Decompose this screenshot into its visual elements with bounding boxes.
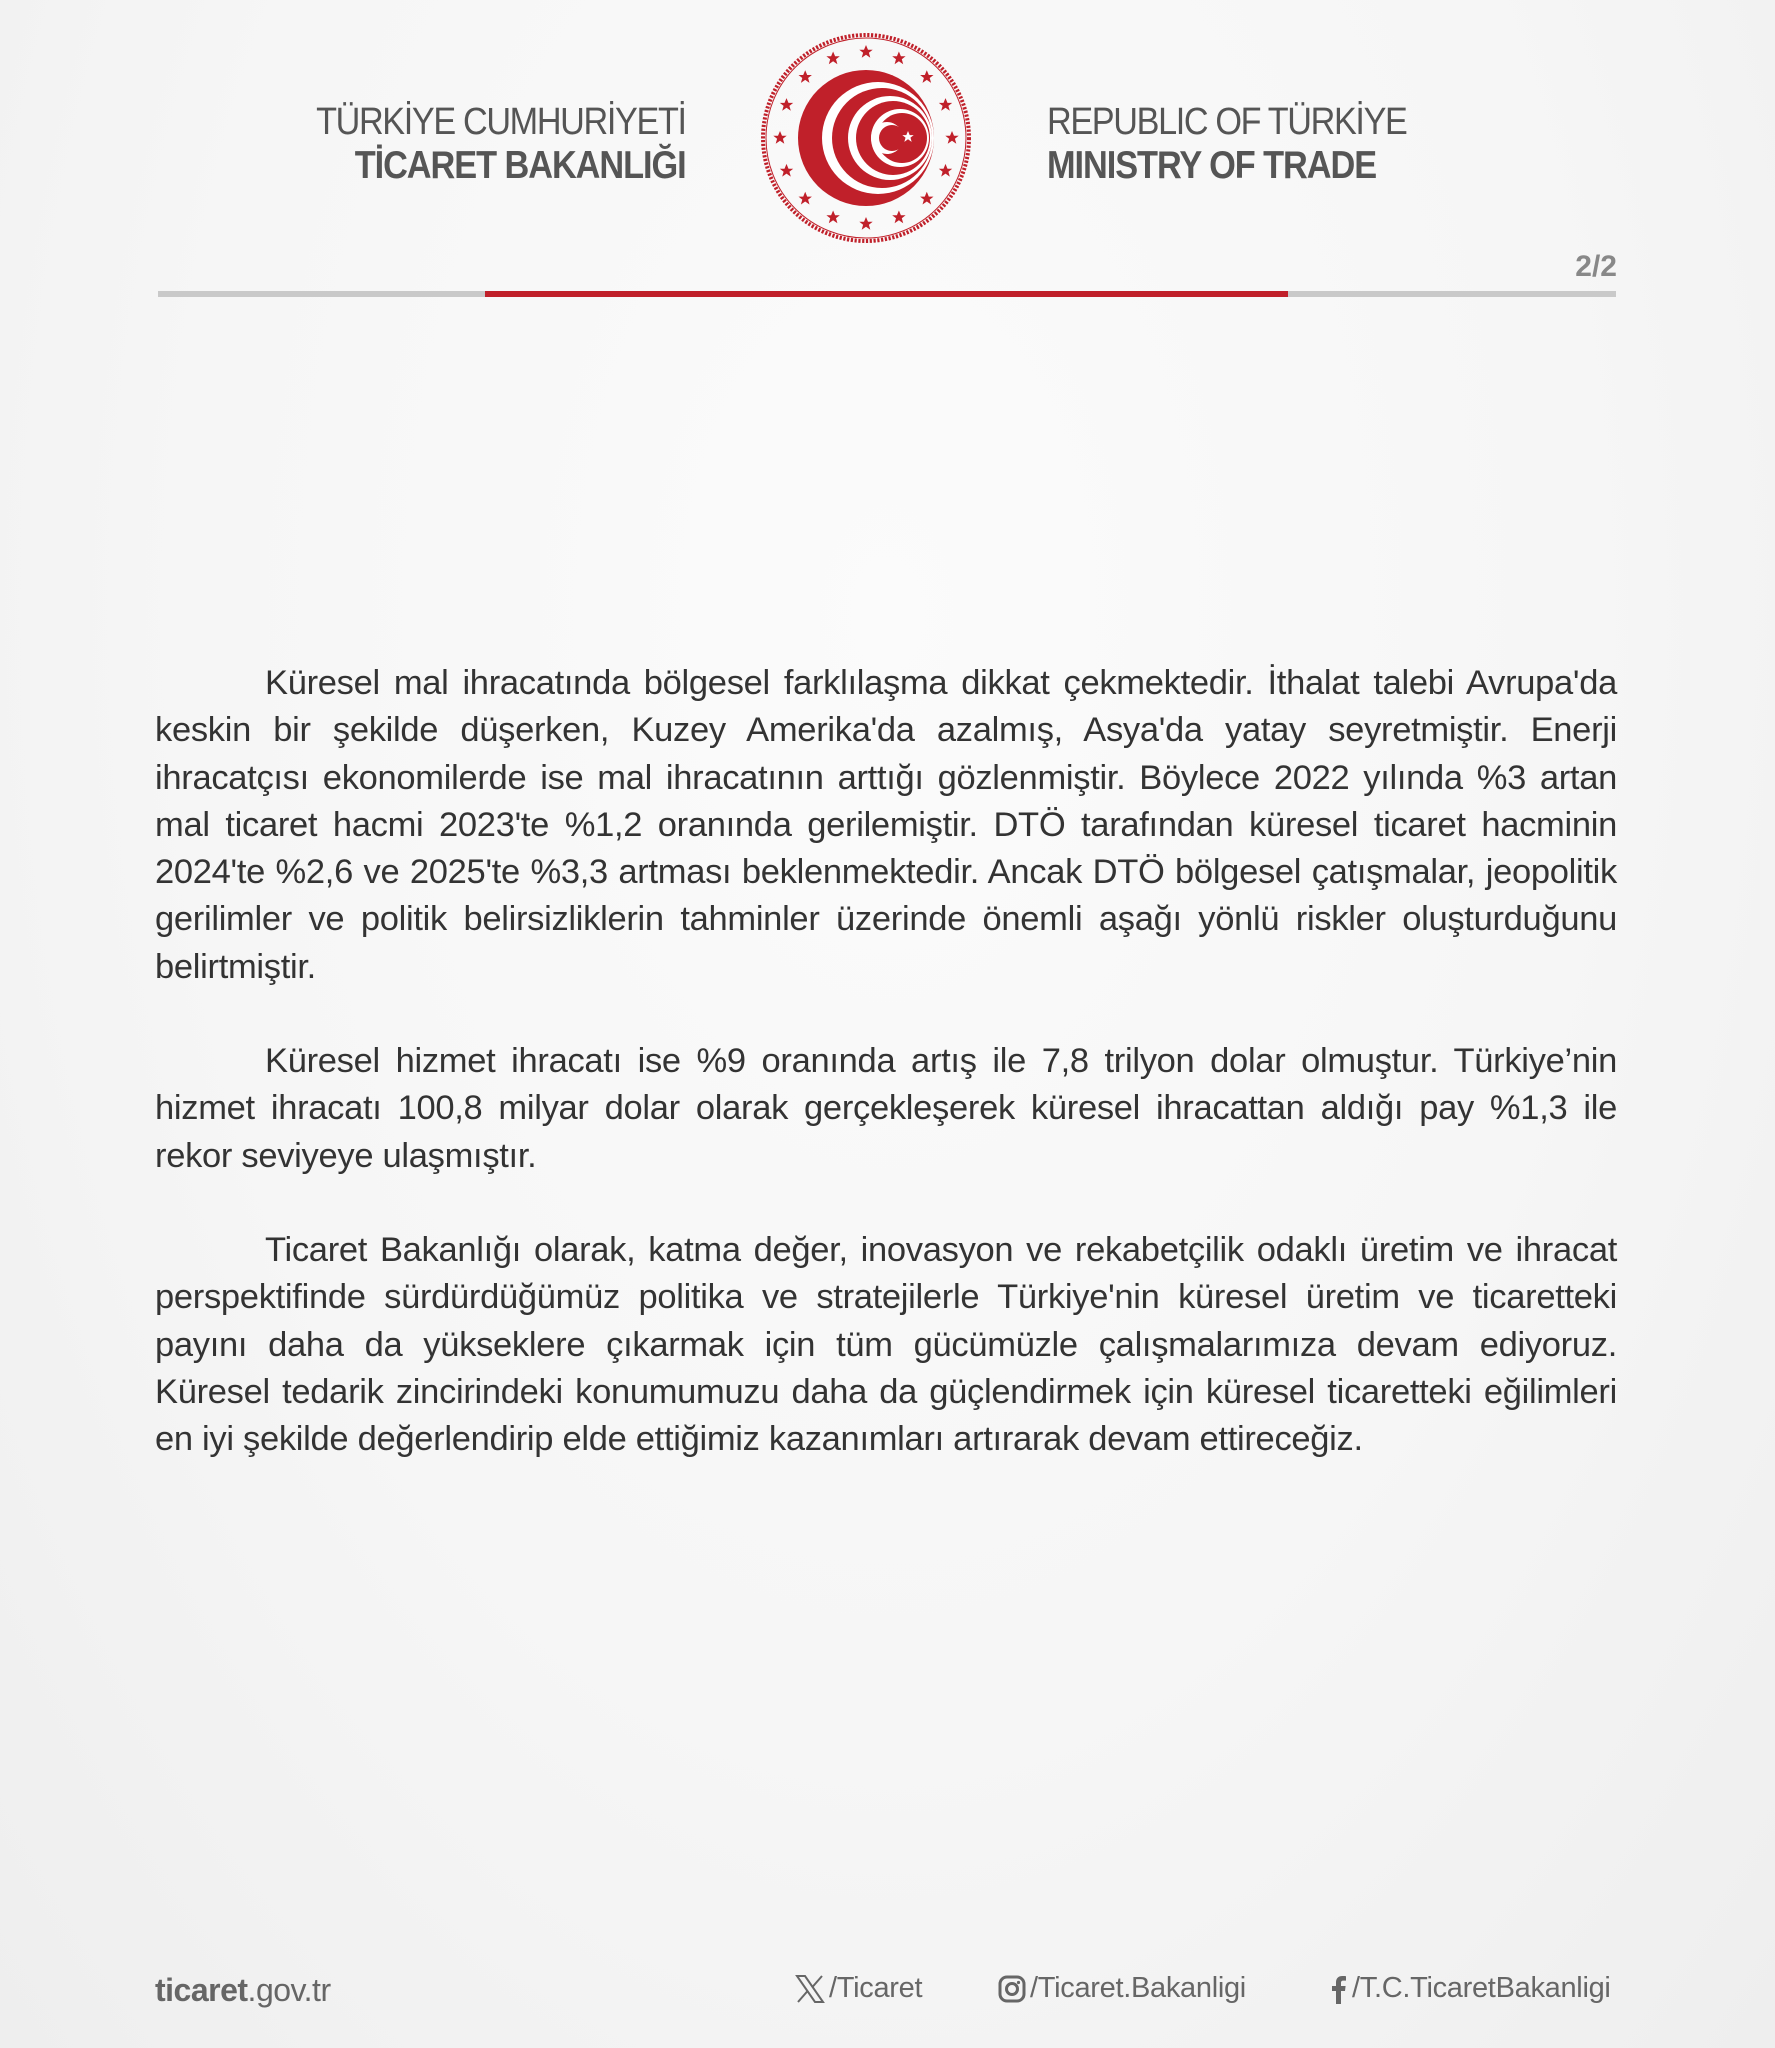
social-link-x[interactable] [795, 1972, 922, 2005]
header-title-turkish [275, 100, 686, 188]
website-domain-bold: ticaret [155, 1972, 248, 2008]
website-link[interactable] [155, 1972, 331, 2009]
ministry-emblem-logo [758, 30, 974, 246]
paragraph-ministry-statement: Ticaret Bakanlığı olarak, katma değer, inovasyon ve rekabetçilik odaklı üretim ve ihracat perspektifinde sürdürdüğümüz politika ve stratejilerle Türkiye'nin küresel üretim ve ticaretteki payını daha da yükseklere çıkarmak için tüm gücümüzle çalışmalarımıza devam ediyoruz. Küresel tedarik zincirindeki konumumuzu daha da güçlendirmek için küresel ticaretteki eğilimleri en iyi şekilde değerlendirip elde ettiğimiz kazanımları artırarak devam ettireceğiz. [155, 1230, 1617, 1459]
social-link-facebook[interactable] [1330, 1972, 1611, 2005]
header-divider-accent [485, 291, 1288, 297]
x-icon [795, 1975, 825, 2003]
republic-name-tr: TÜRKİYE CUMHURİYETİ [316, 101, 686, 143]
social-links [795, 1972, 1617, 2012]
page-indicator: 2/2 [1575, 250, 1617, 283]
emblem-icon [758, 30, 974, 246]
facebook-icon [1330, 1974, 1348, 2004]
social-handle-facebook: /T.C.TicaretBakanligi [1352, 1972, 1611, 2004]
website-domain-suffix: .gov.tr [247, 1972, 331, 2008]
press-release-body [155, 660, 1617, 1510]
social-link-instagram[interactable] [998, 1972, 1246, 2005]
instagram-icon [998, 1975, 1026, 2003]
ministry-name-en: MINISTRY OF TRADE [1047, 144, 1377, 187]
ministry-name-tr: TİCARET BAKANLIĞI [355, 144, 686, 187]
republic-name-en: REPUBLIC OF TÜRKİYE [1047, 101, 1407, 143]
social-handle-x: /Ticaret [829, 1972, 923, 2004]
social-handle-instagram: /Ticaret.Bakanligi [1030, 1972, 1246, 2004]
paragraph-goods-exports: Küresel mal ihracatında bölgesel farklılaşma dikkat çekmektedir. İthalat talebi Avrupa'da keskin bir şekilde düşerken, Kuzey Amerika'da azalmış, Asya'da yatay seyretmiştir. Enerji ihracatçısı ekonomilerde ise mal ihracatının arttığı gözlenmiştir. Böylece 2022 yılında %3 artan mal ticaret hacmi 2023'te %1,2 oranında gerilemiştir. DTÖ tarafından küresel ticaret hacminin 2024'te %2,6 ve 2025'te %3,3 artması beklenmektedir. Ancak DTÖ bölgesel çatışmalar, jeopolitik gerilimler ve politik belirsizliklerin tahminler üzerinde önemli aşağı yönlü riskler oluşturduğunu belirtmiştir. [155, 664, 1617, 986]
paragraph-services-exports: Küresel hizmet ihracatı ise %9 oranında artış ile 7,8 trilyon dolar olmuştur. Türkiye’nin hizmet ihracatı 100,8 milyar dolar olarak gerçekleşerek küresel ihracattan aldığı pay %1,3 ile rekor seviyeye ulaşmıştır. [155, 1042, 1617, 1175]
header-title-english [1047, 100, 1446, 188]
